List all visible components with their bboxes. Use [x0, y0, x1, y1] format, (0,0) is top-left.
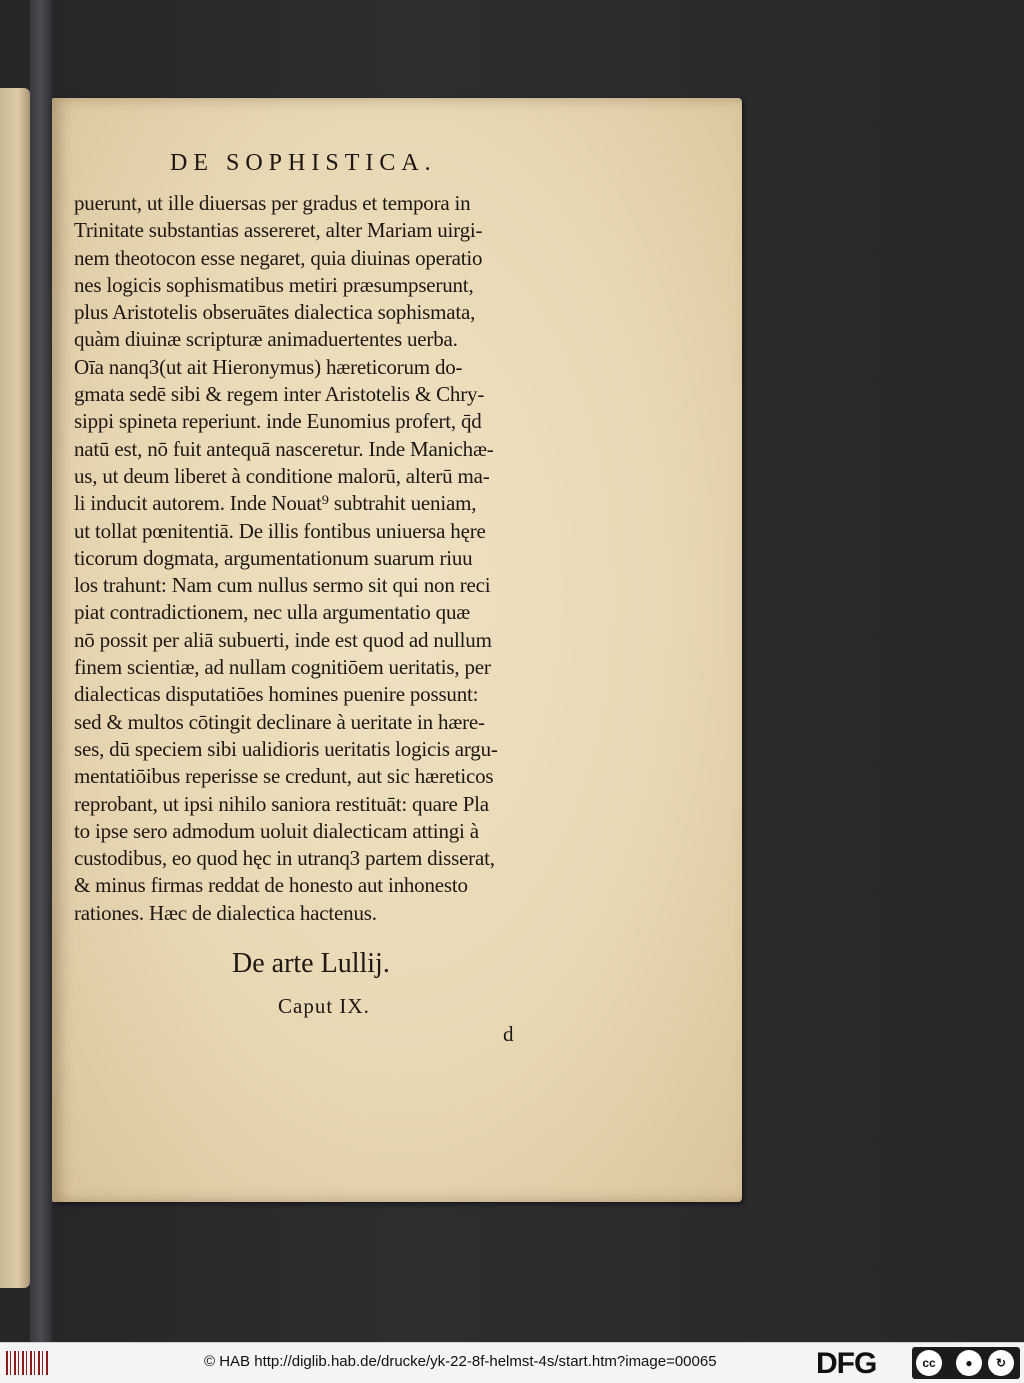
text-line: finem scientiæ, ad nullam cognitiōem ueritatis, per	[74, 655, 491, 680]
body-text	[74, 190, 594, 927]
text-line: us, ut deum liberet à conditione malorū, alterū ma-	[74, 463, 490, 488]
text-line: reprobant, ut ipsi nihilo saniora restituāt: quare Pla	[74, 791, 489, 816]
text-line: to ipse sero admodum uoluit dialecticam attingi à	[74, 818, 479, 843]
facing-page-shadow	[742, 470, 802, 630]
text-line: li inducit autorem. Inde Nouat⁹ subtrahit ueniam,	[74, 491, 477, 516]
text-line: ut tollat pœnitentiā. De illis fontibus uniuersa hęre	[74, 518, 486, 543]
book-spine	[30, 0, 52, 1342]
cc-license-badge[interactable]	[912, 1347, 1020, 1379]
text-line: quàm diuinæ scripturæ animaduertentes uerba.	[74, 327, 458, 352]
text-line: gmata sedē sibi & regem inter Aristotelis & Chry-	[74, 382, 485, 407]
text-line: sed & multos cōtingit declinare à ueritate in hære-	[74, 709, 485, 734]
text-line: & minus firmas reddat de honesto aut inhonesto	[74, 873, 468, 898]
text-line: Trinitate substantias assereret, alter Mariam uirgi-	[74, 218, 483, 243]
sa-label: SA	[994, 1371, 1003, 1377]
text-line: mentatiōibus reperisse se credunt, aut sic hæreticos	[74, 764, 494, 789]
dfg-logo: DFG	[816, 1347, 877, 1380]
copyright-link[interactable]: © HAB http://diglib.hab.de/drucke/yk-22-8f-helmst-4s/start.htm?image=00065	[204, 1353, 717, 1370]
running-head: DE SOPHISTICA.	[170, 150, 437, 176]
text-line: nem theotocon esse negaret, quia diuinas operatio	[74, 245, 483, 270]
text-line: sippi spineta reperiunt. inde Eunomius profert, q̄d	[74, 409, 482, 434]
text-line: nes logicis sophismatibus metiri præsumpserunt,	[74, 272, 474, 297]
share-alike-icon: ↻	[988, 1350, 1014, 1376]
adjacent-page-edge	[0, 88, 30, 1288]
hab-barcode-icon	[6, 1351, 48, 1375]
text-line: los trahunt: Nam cum nullus sermo sit qui non reci	[74, 573, 491, 598]
text-line: piat contradictionem, nec ulla argumentatio quæ	[74, 600, 471, 625]
text-line: plus Aristotelis obseruātes dialectica sophismata,	[74, 300, 476, 325]
by-attribution-icon: ●	[956, 1350, 982, 1376]
cc-icon: cc	[916, 1350, 942, 1376]
signature-mark: d	[503, 1022, 514, 1046]
text-line: custodibus, eo quod hęc in utranq3 partem disserat,	[74, 846, 495, 871]
text-line: Oīa nanq3(ut ait Hieronymus) hæreticorum do-	[74, 354, 463, 379]
text-line: puerunt, ut ille diuersas per gradus et tempora in	[74, 191, 471, 215]
text-line: rationes. Hæc de dialectica hactenus.	[74, 900, 377, 925]
chapter-title: De arte Lullij.	[232, 948, 390, 979]
viewer-footer	[0, 1342, 1024, 1383]
text-line: natū est, nō fuit antequā nasceretur. Inde Manichæ-	[74, 436, 494, 461]
chapter-number: Caput IX.	[278, 994, 370, 1018]
by-label: BY	[962, 1371, 971, 1377]
text-line: dialecticas disputatiōes homines puenire possunt:	[74, 682, 479, 707]
text-line: ses, dū speciem sibi ualidioris ueritatis logicis argu-	[74, 736, 498, 761]
text-line: nō possit per aliā subuerti, inde est quod ad nullum	[74, 627, 492, 652]
text-line: ticorum dogmata, argumentationum suarum riuu	[74, 545, 473, 570]
